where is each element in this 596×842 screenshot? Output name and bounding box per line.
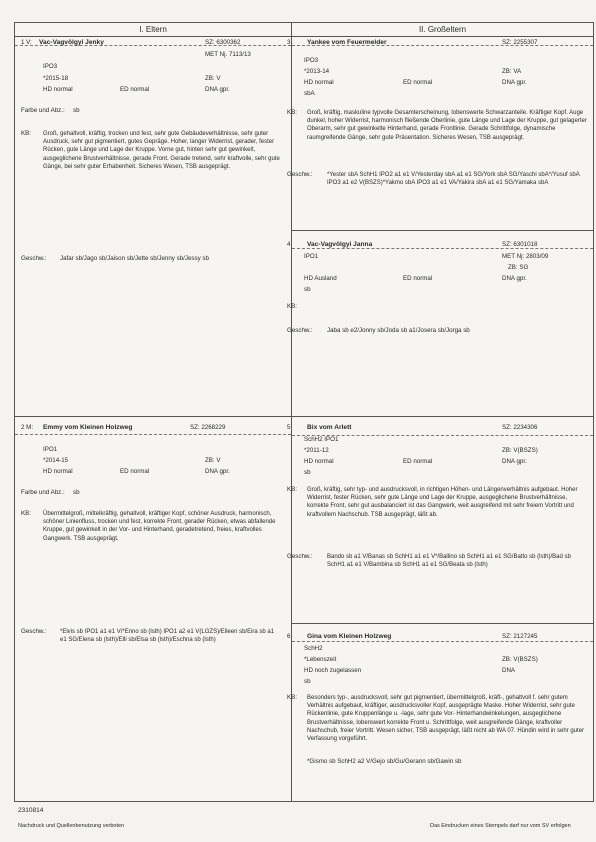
gp6-dna: DNA [502,667,516,674]
parents-header: I. Eltern [15,23,291,37]
gp5-ed: ED normal [403,458,433,465]
sire-kb-text: Groß, gehaltvoll, kräftig, trocken und fest, sehr gute Gebäudeverhältnisse, sehr guter Ausdruck, sehr gut pigmentiert, gutes Gepräge. Hoher, langer Widerrist, gerader, fester Rücken, gute Länge und Lage der Kruppe. Vorne gut, hinten sehr gut gewinkelt, ausgeglichene Brustverhältnisse, gerade Front. Gerade tretend, sehr kraftvolle, sehr gute Gänge, bei sehr guter Erhabenheit. Sicheres Wesen, TSB ausgeprägt. [43,131,280,170]
footer-right-note: Das Eindrucken eines Stempels darf nur vom SV erfolgen [430,823,571,829]
sire-geschw: Jafar sb/Jago sb/Jaison sb/Jette sb/Jenny sb/Jessy sb [60,255,209,262]
gp6-zb: ZB: V(BSZS) [502,656,538,663]
gp3-geschw-label: Geschw.: [287,171,313,178]
sire-number: 1 V: [21,39,32,46]
sire-farbe: sb [73,107,80,114]
gp5-hd: HD normal [304,458,334,465]
gp3-geschw: *Yester sbA SchH1 IPO2 a1 e1 V/Yesterday sbA a1 e1 SG/York sbA SG/Yaschi sbA*/Yusuf sbA IPO3 a1 e2 V(BSZS)*Yakmo sbA IPO3 a1 e1 VA/Yakira sbA a1 e1 SG/Yamaka sbA [327,172,580,187]
gp5-name: Bix vom Arlett [307,424,352,431]
dam-dna: DNA gpr. [205,468,230,475]
gp4-kb-label: KB: [287,303,297,310]
dam-ed: ED normal [120,468,150,475]
gp3-gp4-divider [292,230,593,231]
dam-hd: HD normal [43,468,73,475]
gp4-ipo: IPO1 [304,253,319,260]
gp3-ed: ED normal [403,79,433,86]
sire-sz: SZ: 6300362 [205,39,241,46]
gp6-geschw: *Gismo sb SchH2 a2 V/Gejo sb/Gu/Gerann sb/Gawin sb [307,758,462,765]
gp6-color: sb [304,678,311,685]
dam-farbe: sb [73,489,80,496]
gp4-ed: ED normal [403,275,433,282]
sire-met: MET Nj. 7113/13 [205,51,251,58]
gp5-born: *2011-12 [304,447,329,454]
sire-dam-divider [15,416,593,417]
gp3-color: sbA [304,90,315,97]
gp4-sz: SZ: 6301018 [502,241,538,248]
gp6-name: Gina vom Kleinen Holzweg [307,633,392,640]
gp3-hd: HD normal [304,79,334,86]
gp3-zb: ZB: VA [502,68,522,75]
dam-geschw: *Elvis sb IPO1 a1 e1 V/*Enno sb (lsth) IPO1 a2 e1 V(LGZS)/Eileen sb/Eira sb a1 e1 SG/Elena sb (lsth)/Elli sb/Elsa sb (lsth)/Eschna sb (lsth) [60,629,275,644]
gp4-geschw-label: Geschw.: [287,327,313,334]
gp4-name: Vac-Vagvölgyi Janna [307,241,373,248]
gp6-ipo: SchH2 [304,645,323,652]
dam-farbe-label: Farbe und Abz.: [21,489,65,496]
dam-kb-label: KB: [21,510,31,517]
gp4-hd: HD Ausland [304,275,337,282]
sire-ipo: IPO3 [43,63,58,70]
sire-hd: HD normal [43,86,73,93]
sire-geschw-label: Geschw.: [21,255,47,262]
gp5-zb: ZB: V(BSZS) [502,447,538,454]
gp6-kb-text: Besonders typ-, ausdrucksvoll, sehr gut pigmentiert, übermittelgroß, kräft-, gehaltvoll f. sehr gutem Verhältnis aufgebaut, kräftiger, ausdrucksvoller Kopf, ausgeprägte Maske. Hoher Widerrist, sehr gute Rückenlinie, gute Kruppenlänge u. -lage, sehr gute Vor- Hinterhandwinkelungen, ausgeglichene Brustverhältnisse, lobenswert korrekte Front u. Schrittfolge, weit ausgreifende Gänge, kraftvoller Nachschub, freier Vortritt. Wesen sicher, TSB ausgeprägt, läßt nicht ab WA 07. Hündin wird in sehr guter Verfassung vorgeführt. [307,695,585,743]
gp6-kb-label: KB: [287,694,297,701]
gp5-geschw: Bando sb a1 V/Banas sb SchH1 a1 e1 V*/Ballino sb SchH1 a1 e1 SG/Batto sb (lsth)/Bad sb SchH1 a1 e1 V/Bambina sb SchH1 a1 e1 SG/Beata sb (lsth) [327,554,571,569]
gp3-dna: DNA gpr. [502,79,527,86]
gp3-ipo: IPO3 [304,57,319,64]
gp5-sz: SZ: 2234306 [502,424,538,431]
gp6-hd: HD noch zugelassen [304,667,362,674]
gp6-born: *Lebenszeit [304,656,337,663]
gp4-number: 4 [287,241,291,248]
column-divider [291,23,292,801]
gp3-number: 3 [287,39,291,46]
document-code: 2310814 [18,807,44,814]
gp5-kb-label: KB: [287,486,297,493]
gp3-born: *2013-14 [304,68,330,75]
gp5-dna: DNA gpr. [502,458,527,465]
gp6-number: 6 [287,633,291,640]
dam-geschw-label: Geschw.: [21,628,47,635]
dam-kb-text: Übermittelgroß, mittelkräftig, gehaltvoll, kräftiger Kopf, schöner Ausdruck, harmonisch, schöner Linienfluss, trocken und fest, korrekte Front, gerader Rücken, etwas abfallende Kruppe, gut gewinkelt in der Vor- und Hinterhand, geradetretend, freies, kraftvolles Gangwerk. TSB ausgeprägt. [43,511,276,542]
dam-sz: SZ: 2268229 [190,424,226,431]
sire-farbe-label: Farbe und Abz.: [21,107,65,114]
dam-name: Emmy vom Kleinen Holzweg [43,424,133,431]
gp3-kb-text: Groß, kräftig, maskuline typvolle Gesamterscheinung, lobenswerte Schwarzanteile. Kräftiger Kopf. Auge dunkel, hoher Widerrist, harmonisch fließende Oberlinie, gute Länge und Lage der Kruppe, gut gelagerter Oberarm, sehr gut gewinkelte Hinterhand, gerade Frontlinie. Gerade Schrittfolge, dynamische raumgreifende Gänge, sehr gute Präsentation. Sicheres Wesen, TSB ausgeprägt. [307,110,587,141]
gp5-color: sb [304,469,311,476]
gp6-name-rule [292,641,593,642]
gp6-sz: SZ: 2127245 [502,633,538,640]
dam-zb: ZB: V [205,457,221,464]
gp4-met: MET Nj: 2803/09 [502,253,549,260]
gp5-kb-text: Groß, kräftig, sehr typ- und ausdrucksvoll, in richtigen Höhen- und Längenverhältnis aufgebaut. Hoher Widerrist, fester Rücken, sehr gute Länge und Lage der Kruppe, ausgeglichene Brustverhältnisse, korrekte Front, sehr gut ausbalanciert ist das Gangwerk, weit ausgreifend mit sehr freiem Vortritt und kraftvollem Nachschub. TSB ausgeprägt, läßt ab. [307,487,578,518]
dam-ipo: IPO1 [43,446,58,453]
gp4-geschw: Jaba sb e2/Jonny sb/Joda sb a1/Josera sb/Jorga sb [327,327,470,334]
gp4-dna: DNA gpr. [502,275,527,282]
sire-name: Vac-Vagvölgyi Jenky [39,39,104,46]
grandparents-header: II. Großeltern [292,23,593,37]
pedigree-sheet [14,22,594,802]
footer-left-note: Nachdruck und Quellenbenutzung verboten [18,823,125,829]
gp5-number: 5 [287,424,291,431]
gp5-gp6-divider [292,623,593,624]
gp3-sz: SZ: 2255307 [502,39,538,46]
sire-born: *2015-18 [43,75,69,82]
gp5-ipo: SchH2 IPO1 [304,436,339,443]
gp5-geschw-label: Geschw.: [287,553,313,560]
sire-ed: ED normal [120,86,150,93]
sire-dna: DNA gpr. [205,86,230,93]
gp4-zb: ZB: SG [508,264,529,271]
sire-kb-label: KB: [21,130,31,137]
dam-born: *2014-15 [43,457,69,464]
gp3-name: Yankee vom Feuermelder [307,39,387,46]
dam-number: 2 M: [21,424,34,431]
sire-zb: ZB: V [205,75,221,82]
gp3-kb-label: KB: [287,109,297,116]
dam-name-rule [15,434,291,435]
gp4-color: sb [304,286,311,293]
